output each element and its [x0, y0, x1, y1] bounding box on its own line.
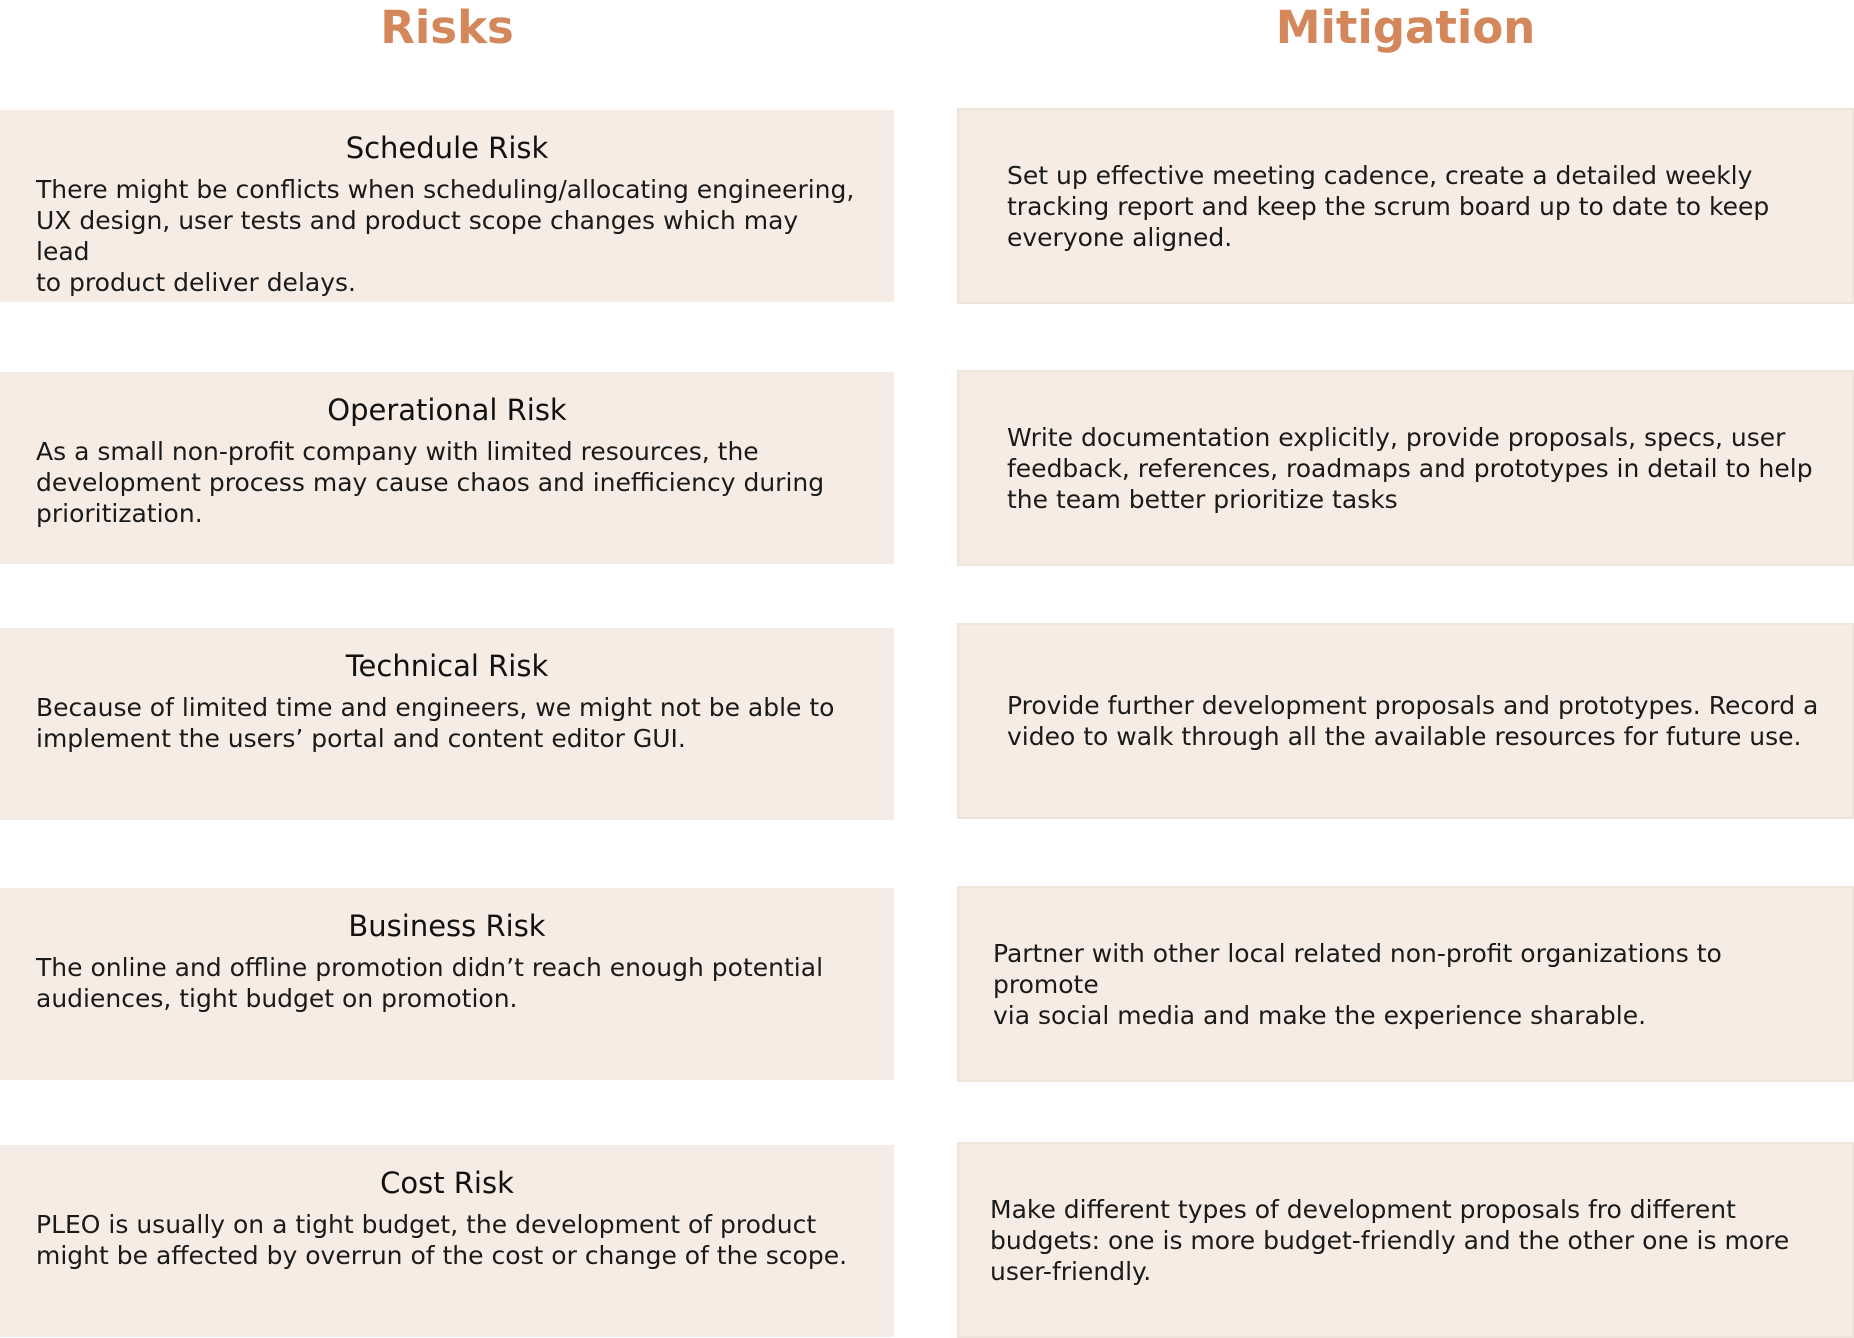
risk-title: Schedule Risk	[345, 131, 549, 165]
risks-heading: Risks	[380, 1, 514, 54]
risk-description: PLEO is usually on a tight budget, the development of product might be affected by overrun of the cost or change of the scope.	[36, 1210, 848, 1270]
risk-card-operational	[0, 372, 894, 564]
risk-title: Technical Risk	[345, 649, 549, 683]
mitigation-description: Provide further development proposals and prototypes. Record a video to walk through all the available resources for future use.	[1007, 691, 1819, 751]
risk-card-schedule	[0, 110, 894, 302]
mitigation-description: Partner with other local related non-profit organizations to promote via social media and make the experience sharable.	[993, 938, 1722, 1030]
risk-title: Operational Risk	[327, 393, 567, 427]
mitigation-card-schedule	[957, 108, 1854, 304]
risk-card-cost	[0, 1145, 894, 1337]
risk-description: Because of limited time and engineers, we might not be able to implement the users’ portal and content editor GUI.	[36, 693, 835, 753]
mitigation-heading: Mitigation	[1275, 1, 1536, 54]
mitigation-card-technical	[957, 623, 1854, 819]
mitigation-description: Write documentation explicitly, provide proposals, specs, user feedback, references, roadmaps and prototypes in detail to help the team better prioritize tasks	[1007, 422, 1813, 514]
mitigation-description: Set up effective meeting cadence, create a detailed weekly tracking report and keep the scrum board up to date to keep everyone aligned.	[1007, 160, 1770, 252]
mitigation-description: Make different types of development proposals fro different budgets: one is more budget-friendly and the other one is more user-friendly.	[990, 1194, 1790, 1286]
mitigation-card-business	[957, 886, 1854, 1082]
risk-card-technical	[0, 628, 894, 820]
risk-title: Cost Risk	[380, 1166, 514, 1200]
mitigation-card-cost	[957, 1142, 1854, 1338]
mitigation-card-operational	[957, 370, 1854, 566]
risk-description: The online and offline promotion didn’t reach enough potential audiences, tight budget on promotion.	[36, 953, 824, 1013]
risk-title: Business Risk	[348, 909, 546, 943]
risk-card-business	[0, 888, 894, 1080]
risk-description: As a small non-profit company with limited resources, the development process may cause chaos and inefficiency during prioritization.	[36, 437, 825, 528]
risk-description: There might be conflicts when scheduling/allocating engineering, UX design, user tests and product scope changes which may lead to product deliver delays.	[36, 175, 855, 297]
